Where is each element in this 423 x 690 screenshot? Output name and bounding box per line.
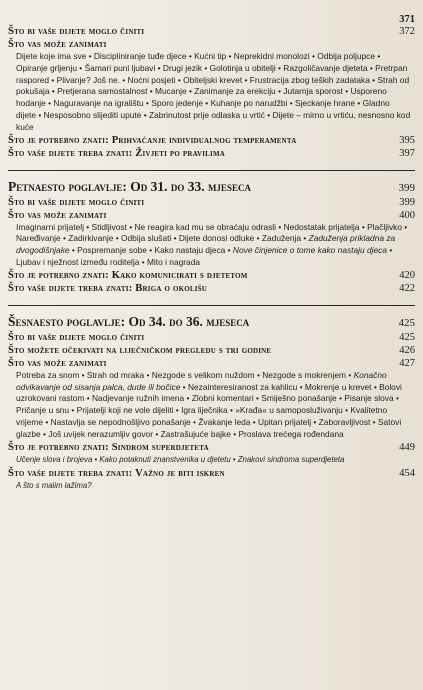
section-heading: Što je potrebno znati: Prihvaćanje individualnog temperamenta xyxy=(8,134,297,146)
section-heading: Što bi vaše dijete moglo činiti xyxy=(8,26,145,37)
section-heading: Što bi vaše dijete moglo činiti xyxy=(8,331,145,343)
toc-entry xyxy=(8,38,415,51)
toc-entry xyxy=(8,14,415,25)
toc-entry xyxy=(8,147,415,160)
page-number: 449 xyxy=(399,441,415,453)
toc-entry xyxy=(8,331,415,344)
page-number: 426 xyxy=(399,344,415,356)
page-number: 400 xyxy=(399,209,415,221)
table-of-contents xyxy=(8,0,415,491)
page-number: 422 xyxy=(399,282,415,294)
topic-list xyxy=(8,454,415,465)
toc-entry xyxy=(8,344,415,357)
chapter-title: Petnaesto poglavlje: Od 31. do 33. mjeseca xyxy=(8,178,251,194)
section-heading: Što možete očekivati na liječničkom pregledu s tri godine xyxy=(8,344,272,356)
toc-entry xyxy=(8,25,415,38)
toc-entry xyxy=(8,196,415,209)
divider xyxy=(8,170,415,171)
chapter-title: Šesnaesto poglavlje: Od 34. do 36. mjeseca xyxy=(8,313,250,329)
topic-list xyxy=(8,370,415,441)
toc-entry xyxy=(8,357,415,370)
toc-entry xyxy=(8,441,415,454)
section-heading: Što vas može zanimati xyxy=(8,209,107,221)
topic-list: Dijete koje ima sve • Discipliniranje tuđe djece • Kućni tip • Neprekidni monolozi • Odbija poljupce • Opiranje grljenju • Šamari puni ljubavi • Drugi jezik • Golotinja u obitelji • Razgoličavanje djeteta • Pretrpan raspored • Plivanje? Još ne. • Noćni posjeti • Obiteljski krevet • Frustracija zbog teških zadataka • Strah od pokušaja • Pretjerana samostalnost • Mucanje • Zanimanje za erekciju • Jutarnja sporost • Usporeno hodanje • Naguravanje na igralištu • Sporo jedenje • Kuhanje po narudžbi • Sjeckanje hrane • Gladno dijete • Nesposobno slijediti upute • Zabrinutost prije odlaska u vrtić • Dijete – mirno u vrtiću, nesnosno kod kuće xyxy=(16,51,411,132)
topic-subtitle: Učenje slova i brojeva • Kako potaknuti znanstvenika u djetetu • Znakovi sindroma superdjeteta xyxy=(16,454,345,464)
topic-list xyxy=(8,480,415,491)
topic-list xyxy=(8,222,415,269)
topic-text: • Pospremanje sobe • Kako nastaju djeca • xyxy=(69,245,233,256)
toc-entry xyxy=(8,209,415,222)
topic-text: • Ljubav i nježnost između roditelja • Mito i nagrada xyxy=(16,245,393,267)
page-number: 454 xyxy=(399,467,415,479)
topic-subtitle: Konačno odvikavanje od sisanja palca, dude ili bočice xyxy=(16,369,387,392)
section-heading: Što vaše dijete treba znati: Važno je biti iskren xyxy=(8,467,225,479)
topic-text: • Nezainteresiranost za kahlicu • Mokrenje u krevet • Bolovi uzrokovani rastom • Nadjevanje ružnih imena • Zlobni komentari • Smiješno ponašanje • Pisanje slova • Pričanje u snu • Prijatelji koji ne vole dijeliti • Igra liječnika • »Krađa« u samoposluživanju • Kvalitetno vrijeme • Nastavlja se nepodnošljivo ponašanje • Žvakanje leda • Upitan prijatelj • Zaboravljivost • Satovi glazbe • Još uvijek nerazumljiv govor • Zastrašujuće bajke • Proslava trećega rođendana xyxy=(16,381,402,439)
page-number: 427 xyxy=(399,357,415,369)
section-heading: Što bi vaše dijete moglo činiti xyxy=(8,196,145,208)
topic-subtitle: Zaduženja prikladna za dvogodišnjake xyxy=(16,233,396,256)
section-heading: Što vas može zanimati xyxy=(8,39,107,50)
toc-entry xyxy=(8,269,415,282)
topic-subtitle: A što s malim lažima? xyxy=(16,480,92,490)
page-number: 395 xyxy=(399,134,415,146)
topic-text: Potreba za snom • Strah od mraka • Nezgode s velikom nuždom • Nezgode s mokrenjem • xyxy=(16,369,354,380)
page-number: 399 xyxy=(399,196,415,208)
section-heading: Što vaše dijete treba znati: Živjeti po pravilima xyxy=(8,147,226,159)
page-number: 372 xyxy=(399,26,415,37)
page-number: 420 xyxy=(399,269,415,281)
page-number: 397 xyxy=(399,147,415,159)
chapter-heading xyxy=(8,314,415,331)
topic-subtitle: Nove činjenice o tome kako nastaju djeca xyxy=(232,245,388,256)
chapter-heading xyxy=(8,179,415,196)
section-heading: Što je potrebno znati: Sindrom superdjeteta xyxy=(8,441,209,453)
page-number: 425 xyxy=(398,316,415,329)
section-heading: Što vaše dijete treba znati: Briga o okolišu xyxy=(8,282,208,294)
divider xyxy=(8,305,415,306)
toc-entry xyxy=(8,467,415,480)
page-number: 425 xyxy=(399,331,415,343)
page-number: 399 xyxy=(398,181,415,194)
section-heading: Što je potrebno znati: Kako komunicirati s djetetom xyxy=(8,269,248,281)
section-heading: Što vas može zanimati xyxy=(8,357,107,369)
toc-entry xyxy=(8,282,415,295)
toc-entry xyxy=(8,134,415,147)
topic-text: Imaginarni prijatelj • Stidljivost • Ne reagira kad mu se obraćaju odrasli • Nedostatak prijatelja • Plačljivko • Naređivanje • Zadirkivanje • Odbija slušati • Dijete donosi odluke • Zaduženja • xyxy=(16,221,408,244)
page-number: 371 xyxy=(399,14,415,25)
